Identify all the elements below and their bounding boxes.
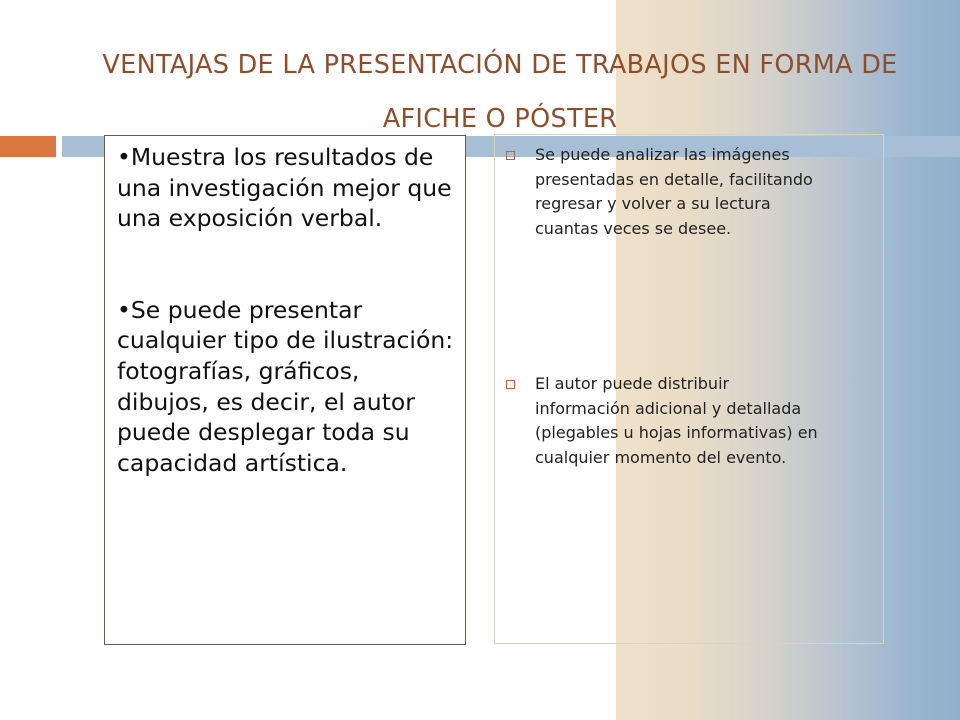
accent-bar: [0, 136, 56, 157]
right-bullet-text-2: El autor puede distribuir información adicional y detallada (plegables u hojas informativas) en cualquier momento del evento.: [535, 374, 818, 467]
left-paragraph-2: •Se puede presentar cualquier tipo de ilustración: fotografías, gráficos, dibujos, es decir, el autor puede desplegar toda su capacidad artística.: [117, 295, 454, 477]
left-paragraph-1: •Muestra los resultados de una investigación mejor que una exposición verbal.: [117, 143, 452, 233]
slide-title: VENTAJAS DE LA PRESENTACIÓN DE TRABAJOS EN FORMA DE AFICHE O PÓSTER: [102, 50, 898, 134]
hollow-square-bullet-icon: [506, 380, 515, 389]
hollow-square-bullet-icon: [506, 151, 515, 160]
left-column: [117, 142, 457, 478]
right-bullet-item-1: [505, 143, 825, 241]
right-bullet-item-2: [505, 372, 825, 470]
right-bullet-text-1: Se puede analizar las imágenes presentadas en detalle, facilitando regresar y volver a su lectura cuantas veces se desee.: [535, 145, 813, 238]
